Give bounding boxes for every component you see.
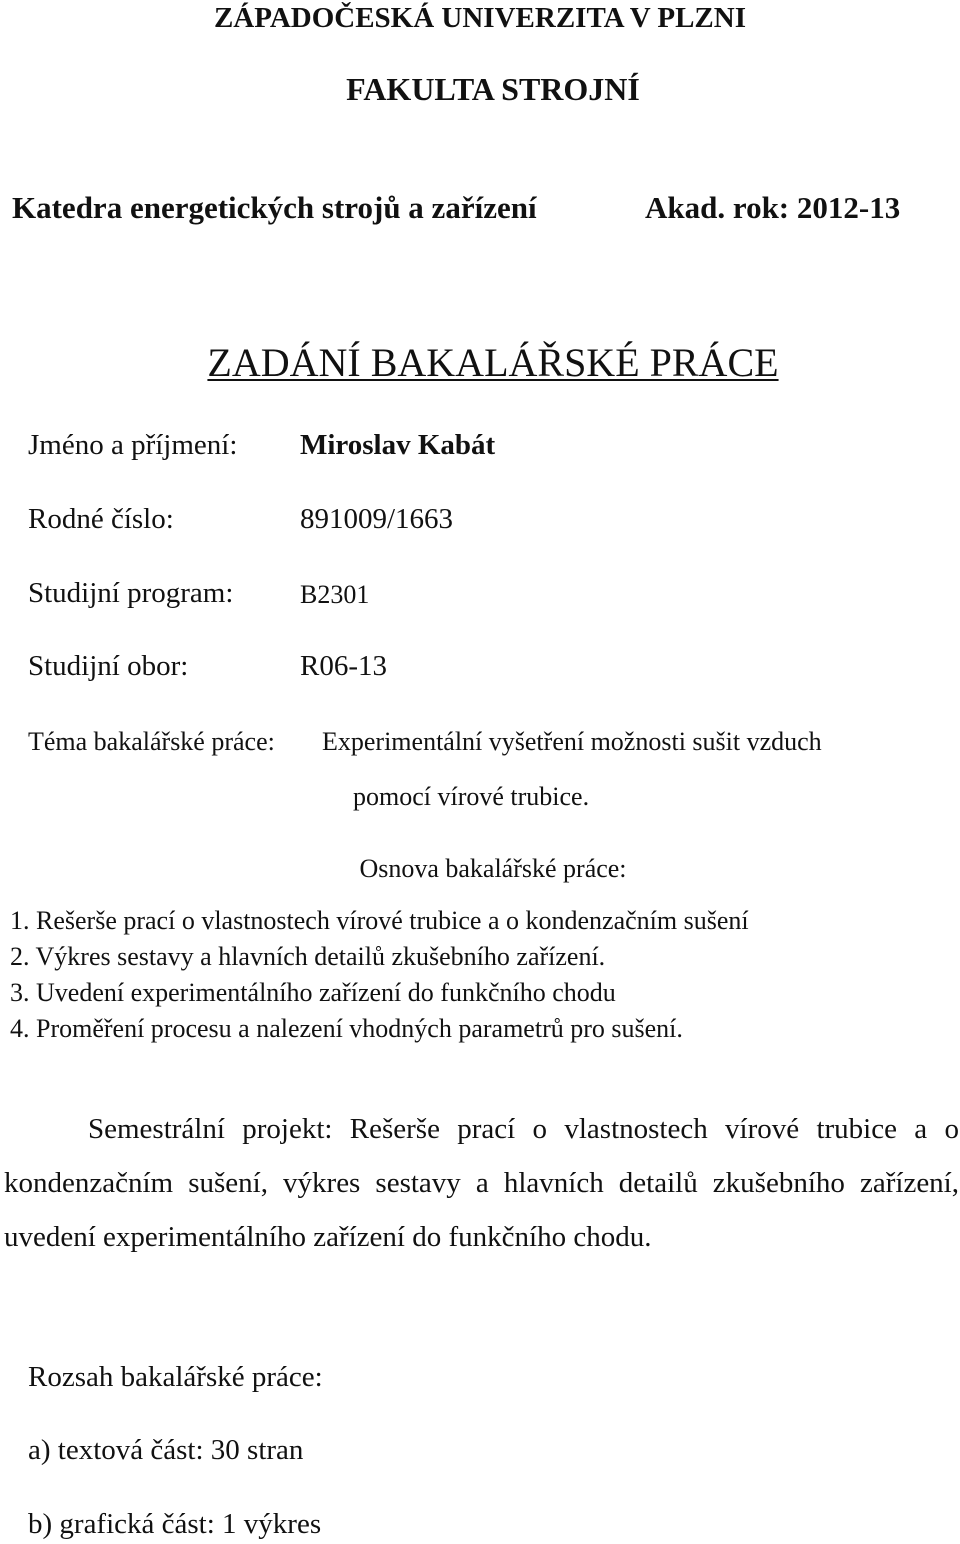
academic-year: Akad. rok: 2012-13 (645, 190, 901, 225)
study-field-value: R06-13 (300, 650, 387, 682)
outline-item: 1. Rešerše prací o vlastnostech vírové trubice a o kondenzačním sušení (10, 906, 749, 935)
birth-number-label: Rodné číslo: (28, 503, 174, 535)
topic-line-1: Experimentální vyšetření možnosti sušit vzduch (322, 727, 822, 756)
topic-label: Téma bakalářské práce: (28, 727, 275, 756)
outline-item: 4. Proměření procesu a nalezení vhodných parametrů pro sušení. (10, 1014, 683, 1043)
outline-heading: Osnova bakalářské práce: (359, 854, 627, 883)
document-title: ZADÁNÍ BAKALÁŘSKÉ PRÁCE (207, 340, 779, 385)
scope-text-part: a) textová část: 30 stran (28, 1434, 304, 1466)
scope-graphic-part: b) grafická část: 1 výkres (28, 1508, 322, 1540)
study-field-label: Studijní obor: (28, 650, 189, 682)
study-program-value: B2301 (300, 580, 370, 609)
faculty-name: FAKULTA STROJNÍ (346, 71, 640, 107)
study-program-label: Studijní program: (28, 577, 234, 609)
department-name: Katedra energetických strojů a zařízení (12, 190, 537, 225)
topic-line-2: pomocí vírové trubice. (353, 782, 590, 811)
name-label: Jméno a příjmení: (28, 429, 238, 461)
scope-heading: Rozsah bakalářské práce: (28, 1361, 323, 1393)
name-value: Miroslav Kabát (300, 429, 496, 461)
university-name: ZÁPADOČESKÁ UNIVERZITA V PLZNI (213, 2, 747, 34)
birth-number-value: 891009/1663 (300, 503, 454, 535)
semestral-project-paragraph: Semestrální projekt: Rešerše prací o vlastnostech vírové trubice a o kondenzačním sušení, výkres sestavy a hlavních detailů zkušebního zařízení, uvedení experimentálního zařízení do funkčního chodu. (4, 1113, 959, 1253)
outline-item: 2. Výkres sestavy a hlavních detailů zkušebního zařízení. (10, 942, 606, 971)
outline-item: 3. Uvedení experimentálního zařízení do funkčního chodu (10, 978, 616, 1007)
